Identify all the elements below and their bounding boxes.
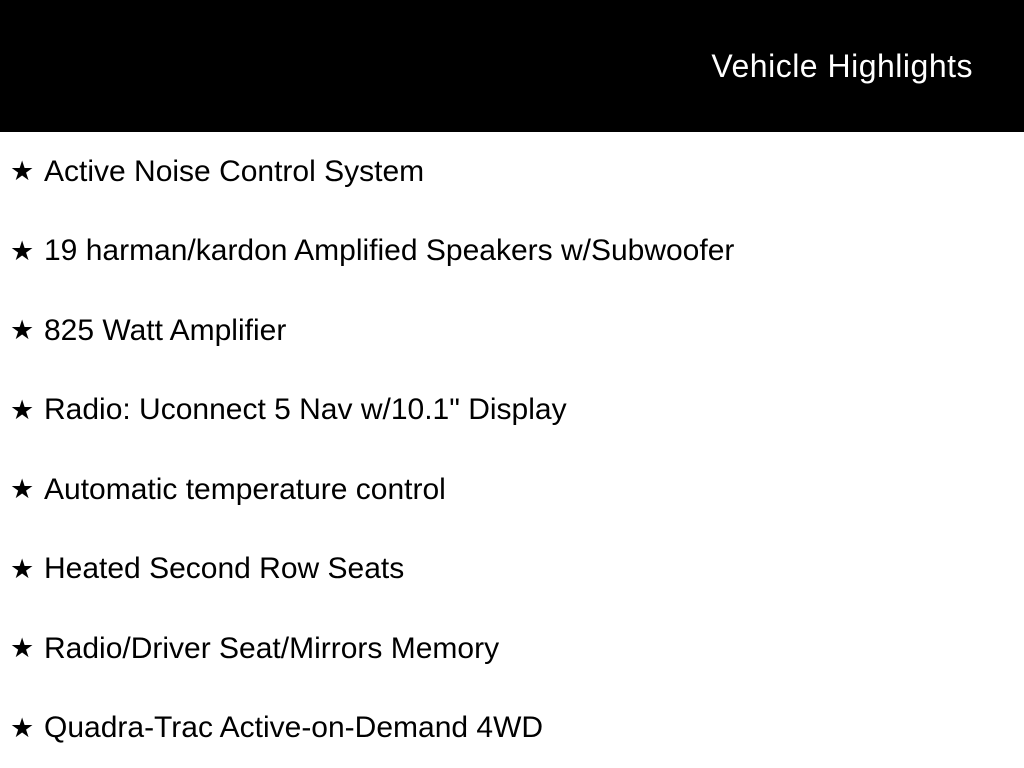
highlight-item-label: Quadra-Trac Active-on-Demand 4WD (44, 711, 544, 745)
highlight-item-label: 19 harman/kardon Amplified Speakers w/Subwoofer (44, 234, 735, 268)
highlight-item-label: Automatic temperature control (44, 472, 446, 506)
star-icon: ★ (10, 474, 35, 505)
highlight-item (0, 291, 1024, 371)
highlight-item (0, 132, 1024, 212)
highlight-item (0, 609, 1024, 689)
star-icon: ★ (10, 712, 35, 743)
header-bar (0, 0, 1024, 132)
star-icon: ★ (10, 633, 35, 664)
highlight-item-label: Active Noise Control System (44, 154, 425, 188)
star-icon: ★ (10, 156, 35, 187)
highlight-item-label: Radio: Uconnect 5 Nav w/10.1" Display (44, 393, 567, 427)
star-icon: ★ (10, 315, 35, 346)
highlights-list (0, 132, 1024, 768)
star-icon: ★ (10, 553, 35, 584)
highlight-item (0, 689, 1024, 768)
highlight-item (0, 530, 1024, 610)
highlight-item-label: Radio/Driver Seat/Mirrors Memory (44, 631, 500, 665)
star-icon: ★ (10, 394, 35, 425)
highlight-item (0, 450, 1024, 530)
highlight-item-label: Heated Second Row Seats (44, 552, 405, 586)
highlight-item (0, 212, 1024, 292)
highlight-item-label: 825 Watt Amplifier (44, 313, 287, 347)
page-title: Vehicle Highlights (711, 47, 973, 84)
star-icon: ★ (10, 235, 35, 266)
highlight-item (0, 371, 1024, 451)
